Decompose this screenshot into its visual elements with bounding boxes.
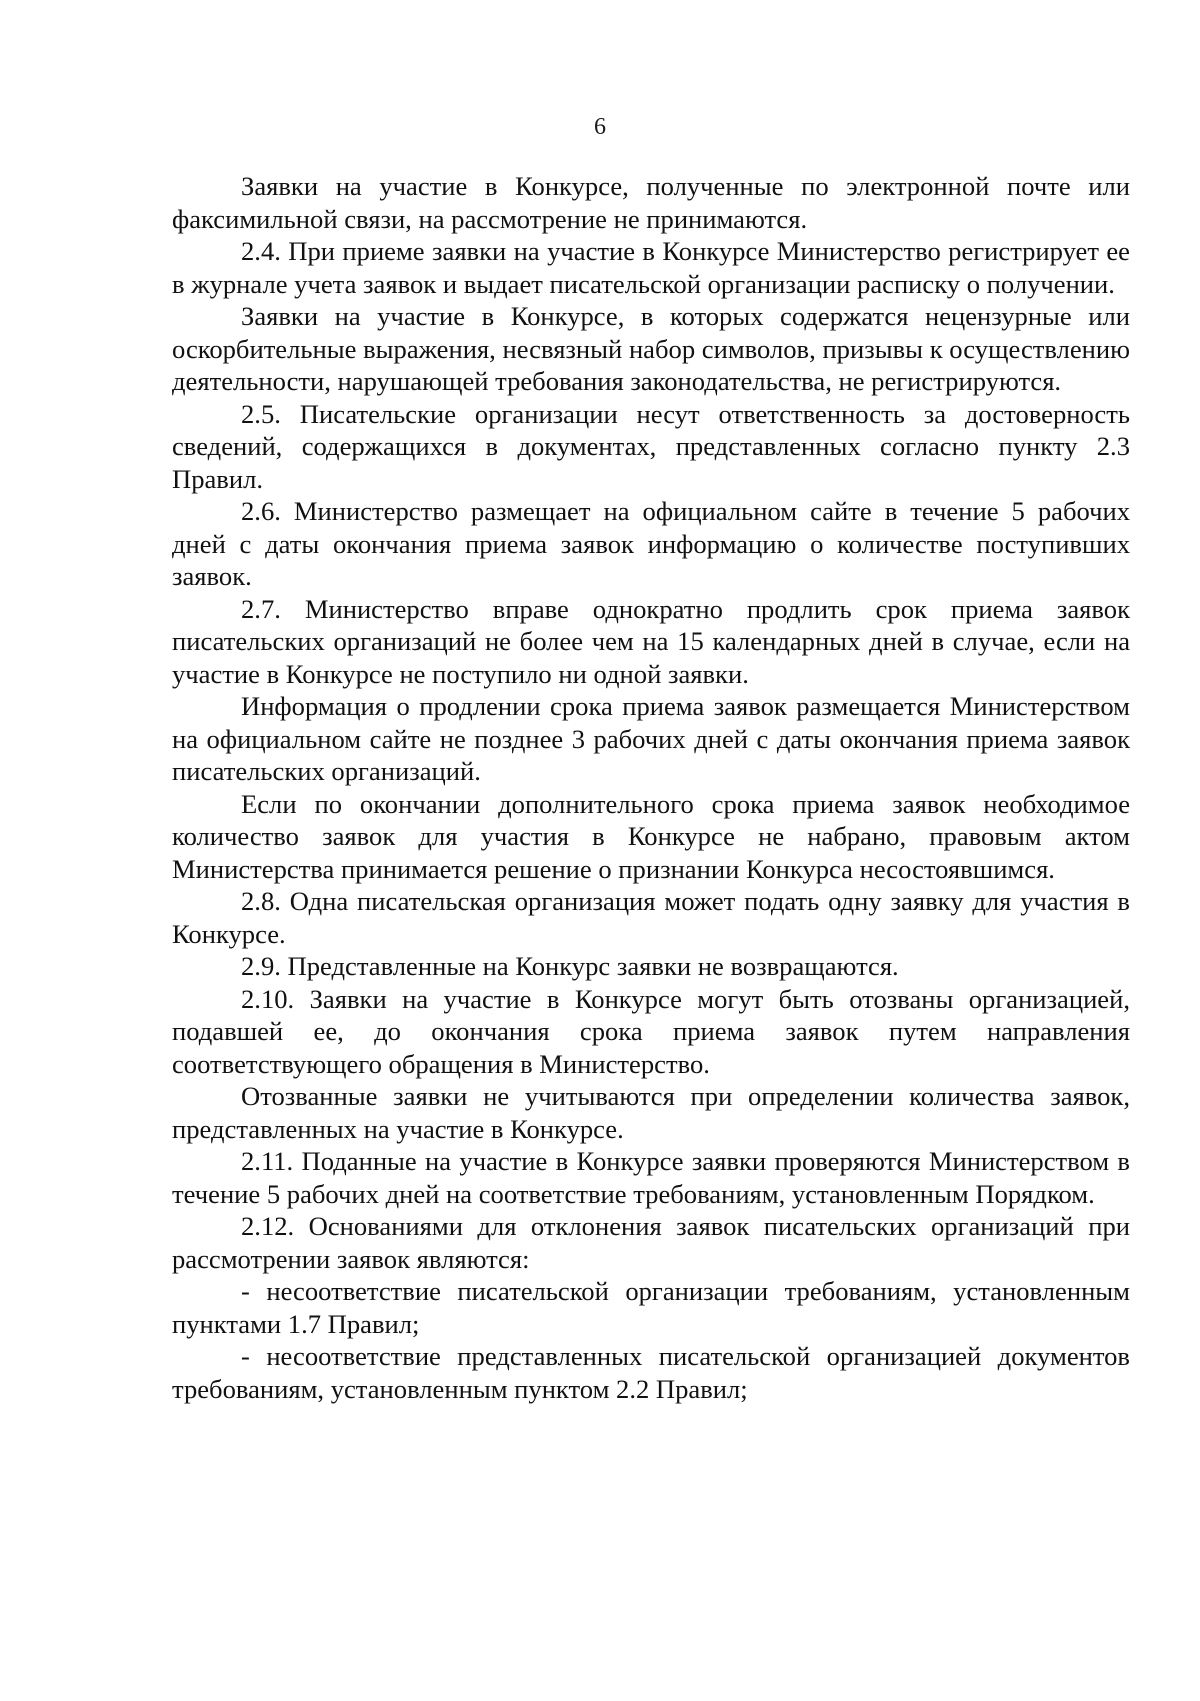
paragraph: 2.4. При приеме заявки на участие в Конкурсе Министерство регистрирует ее в журнале учета заявок и выдает писательской организации расписку о получении. bbox=[172, 236, 1130, 299]
paragraph: Если по окончании дополнительного срока приема заявок необходимое количество заявок для участия в Конкурсе не набрано, правовым актом Министерства принимается решение о признании Конкурса несостоявшимся. bbox=[172, 788, 1130, 884]
paragraph: 2.7. Министерство вправе однократно продлить срок приема заявок писательских организаций не более чем на 15 календарных дней в случае, если на участие в Конкурсе не поступило ни одной заявки. bbox=[172, 593, 1130, 689]
paragraph: 2.9. Представленные на Конкурс заявки не возвращаются. bbox=[241, 951, 899, 981]
paragraph: Заявки на участие в Конкурсе, полученные по электронной почте или факсимильной связи, на рассмотрение не принимаются. bbox=[172, 171, 1130, 234]
list-item: - несоответствие представленных писательской организацией документов требованиям, установленным пунктом 2.2 Правил; bbox=[172, 1341, 1130, 1404]
paragraph: Отозванные заявки не учитываются при определении количества заявок, представленных на участие в Конкурсе. bbox=[172, 1081, 1130, 1144]
paragraph: 2.10. Заявки на участие в Конкурсе могут быть отозваны организацией, подавшей ее, до окончания срока приема заявок путем направления соответствующего обращения в Министерство. bbox=[172, 983, 1130, 1079]
list-item: - несоответствие писательской организации требованиям, установленным пунктами 1.7 Правил; bbox=[172, 1276, 1130, 1339]
paragraph: 2.11. Поданные на участие в Конкурсе заявки проверяются Министерством в течение 5 рабочих дней на соответствие требованиям, установленным Порядком. bbox=[172, 1146, 1130, 1209]
paragraph: Информация о продлении срока приема заявок размещается Министерством на официальном сайте не позднее 3 рабочих дней с даты окончания приема заявок писательских организаций. bbox=[172, 691, 1130, 786]
paragraph: Заявки на участие в Конкурсе, в которых содержатся нецензурные или оскорбительные выражения, несвязный набор символов, призывы к осуществлению деятельности, нарушающей требования законодательства, не регистрируются. bbox=[172, 301, 1130, 396]
paragraph: 2.6. Министерство размещает на официальном сайте в течение 5 рабочих дней с даты окончания приема заявок информацию о количестве поступивших заявок. bbox=[172, 496, 1130, 591]
paragraph: 2.12. Основаниями для отклонения заявок писательских организаций при рассмотрении заявок являются: bbox=[172, 1211, 1130, 1274]
paragraph: 2.5. Писательские организации несут ответственность за достоверность сведений, содержащихся в документах, представленных согласно пункту 2.3 Правил. bbox=[172, 398, 1130, 494]
paragraph: 2.8. Одна писательская организация может подать одну заявку для участия в Конкурсе. bbox=[172, 886, 1130, 949]
document-body bbox=[172, 170, 1130, 1405]
page-number: 6 bbox=[594, 114, 606, 140]
